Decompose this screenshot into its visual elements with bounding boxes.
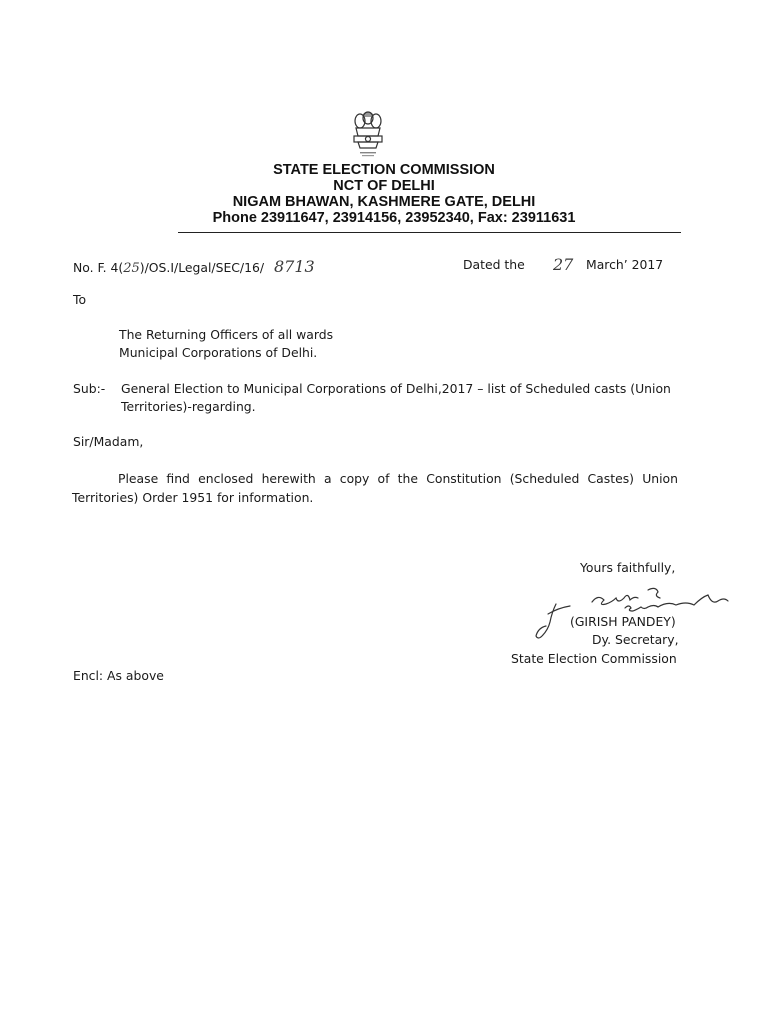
ref-handwritten-dispatch: 8713 [274, 257, 315, 276]
dated-handwritten-day: 27 [553, 255, 574, 274]
header-divider [178, 232, 681, 233]
closing-text: Yours faithfully, [580, 560, 676, 575]
subject-line-1: General Election to Municipal Corporations of Delhi,2017 – list of Scheduled casts (Union [121, 381, 671, 396]
body-text: Please find enclosed herewith a copy of the Constitution (Scheduled Castes) Union Territories) Order 1951 for information. [72, 471, 678, 505]
reference-number [73, 257, 315, 276]
ref-middle: )/OS.I/Legal/SEC/16/ [139, 260, 265, 275]
org-contact: Phone 23911647, 23914156, 23952340, Fax: 23911631 [212, 210, 576, 226]
salutation: Sir/Madam, [73, 434, 144, 449]
state-emblem-icon [348, 108, 388, 166]
org-address: NIGAM BHAWAN, KASHMERE GATE, DELHI [232, 194, 536, 210]
to-label: To [73, 292, 87, 307]
enclosure-note: Encl: As above [73, 668, 164, 683]
ref-handwritten-number: 25 [123, 261, 140, 276]
ref-prefix: No. F. 4( [73, 260, 124, 275]
signatory-designation: Dy. Secretary, [592, 632, 679, 647]
subject-label: Sub:- [73, 381, 106, 396]
dated-month-year: March’ 2017 [586, 257, 664, 272]
addressee-line-1: The Returning Officers of all wards [119, 327, 334, 342]
org-region: NCT OF DELHI [333, 178, 435, 194]
body-paragraph [72, 469, 678, 507]
signatory-office: State Election Commission [511, 651, 677, 666]
dated-label: Dated the [463, 257, 525, 272]
org-name: STATE ELECTION COMMISSION [273, 162, 495, 178]
signatory-name: (GIRISH PANDEY) [570, 614, 676, 629]
subject-line-2: Territories)-regarding. [121, 399, 256, 414]
addressee-line-2: Municipal Corporations of Delhi. [119, 345, 318, 360]
